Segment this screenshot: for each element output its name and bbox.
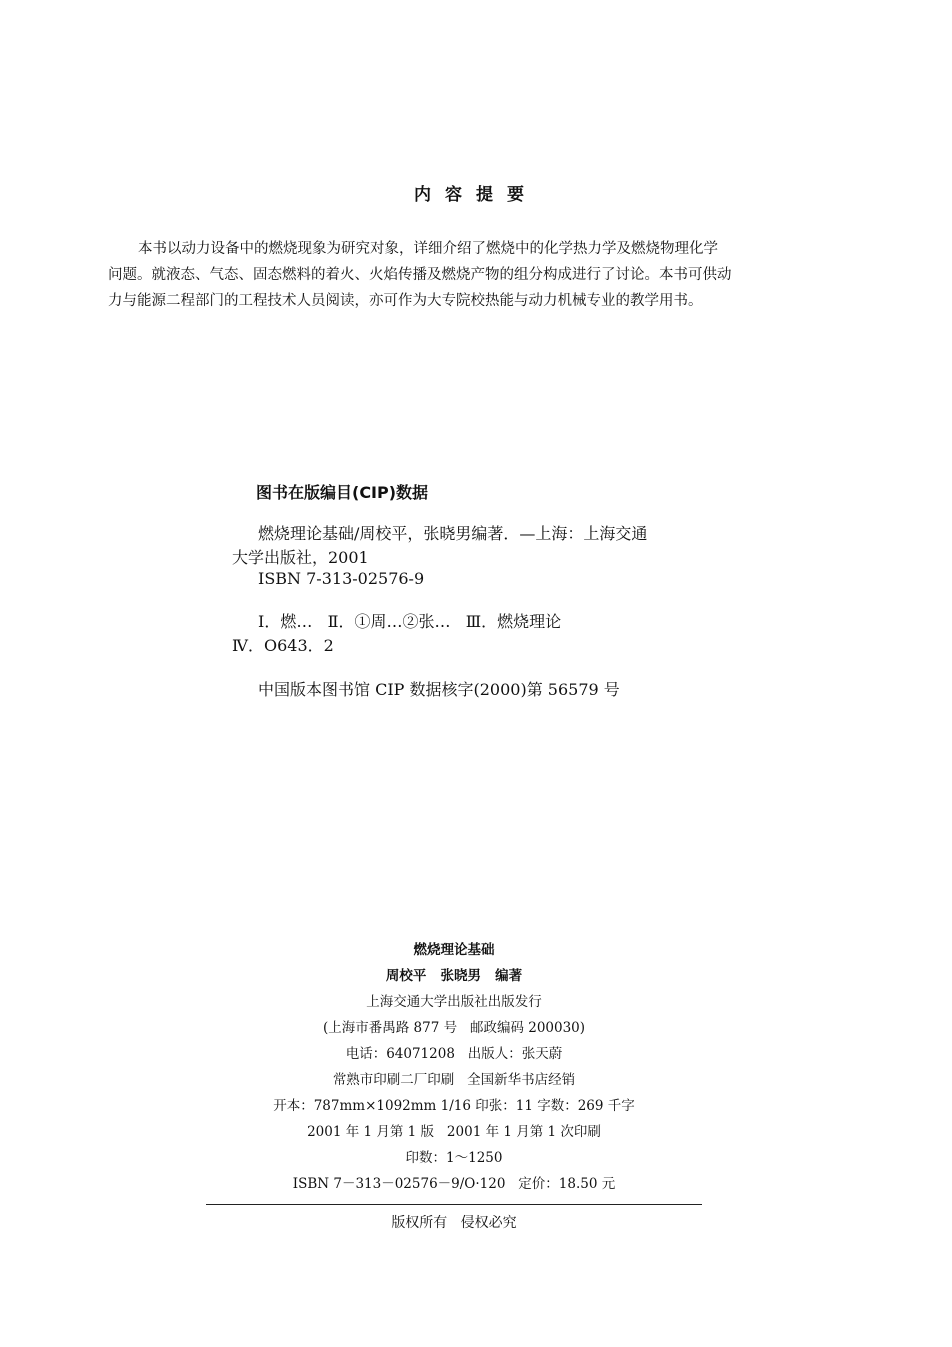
cip-subjects-line1: Ⅰ．燃… Ⅱ．①周…②张… Ⅲ．燃烧理论 (258, 612, 562, 631)
copyright-notice: 版权所有 侵权必究 (391, 1215, 517, 1231)
colophon-phone-publisher: 电话：64071208 出版人：张天蔚 (345, 1046, 563, 1062)
colophon-format: 开本：787mm×1092mm 1/16 印张：11 字数：269 千字 (273, 1098, 635, 1114)
colophon-printer: 常熟市印刷二厂印刷 全国新华书店经销 (332, 1072, 576, 1088)
abstract-body (108, 236, 808, 314)
cip-subjects-line2: Ⅳ．O643．2 (232, 636, 334, 655)
colophon-edition: 2001 年 1 月第 1 版 2001 年 1 月第 1 次印刷 (307, 1124, 601, 1140)
colophon-address: (上海市番禺路 877 号 邮政编码 200030) (322, 1020, 586, 1036)
abstract-line: 力与能源二程部门的工程技术人员阅读，亦可作为大专院校热能与动力机械专业的教学用书。 (108, 293, 703, 309)
colophon-publisher: 上海交通大学出版社出版发行 (366, 994, 542, 1010)
colophon (206, 937, 702, 1197)
divider-rule (206, 1204, 702, 1205)
cip-isbn: ISBN 7-313-02576-9 (258, 569, 425, 588)
abstract-line: 本书以动力设备中的燃烧现象为研究对象，详细介绍了燃烧中的化学热力学及燃烧物理化学 (138, 241, 718, 257)
colophon-print-run: 印数：1～1250 (405, 1150, 503, 1166)
abstract-title: 内容提要 (414, 185, 538, 205)
abstract-line: 问题。就液态、气态、固态燃料的着火、火焰传播及燃烧产物的组分构成进行了讨论。本书可供动 (108, 267, 732, 283)
cip-number: 中国版本图书馆 CIP 数据核字(2000)第 56579 号 (258, 680, 620, 699)
cip-title: 图书在版编目(CIP)数据 (256, 483, 429, 502)
colophon-isbn-price: ISBN 7－313－02576－9/O·120 定价：18.50 元 (292, 1176, 616, 1192)
colophon-book-title: 燃烧理论基础 (413, 942, 495, 958)
cip-entry-line1: 燃烧理论基础/周校平，张晓男编著．—上海：上海交通 (258, 524, 648, 543)
colophon-authors: 周校平 张晓男 编著 (385, 968, 523, 984)
cip-entry-line2: 大学出版社，2001 (232, 548, 369, 567)
